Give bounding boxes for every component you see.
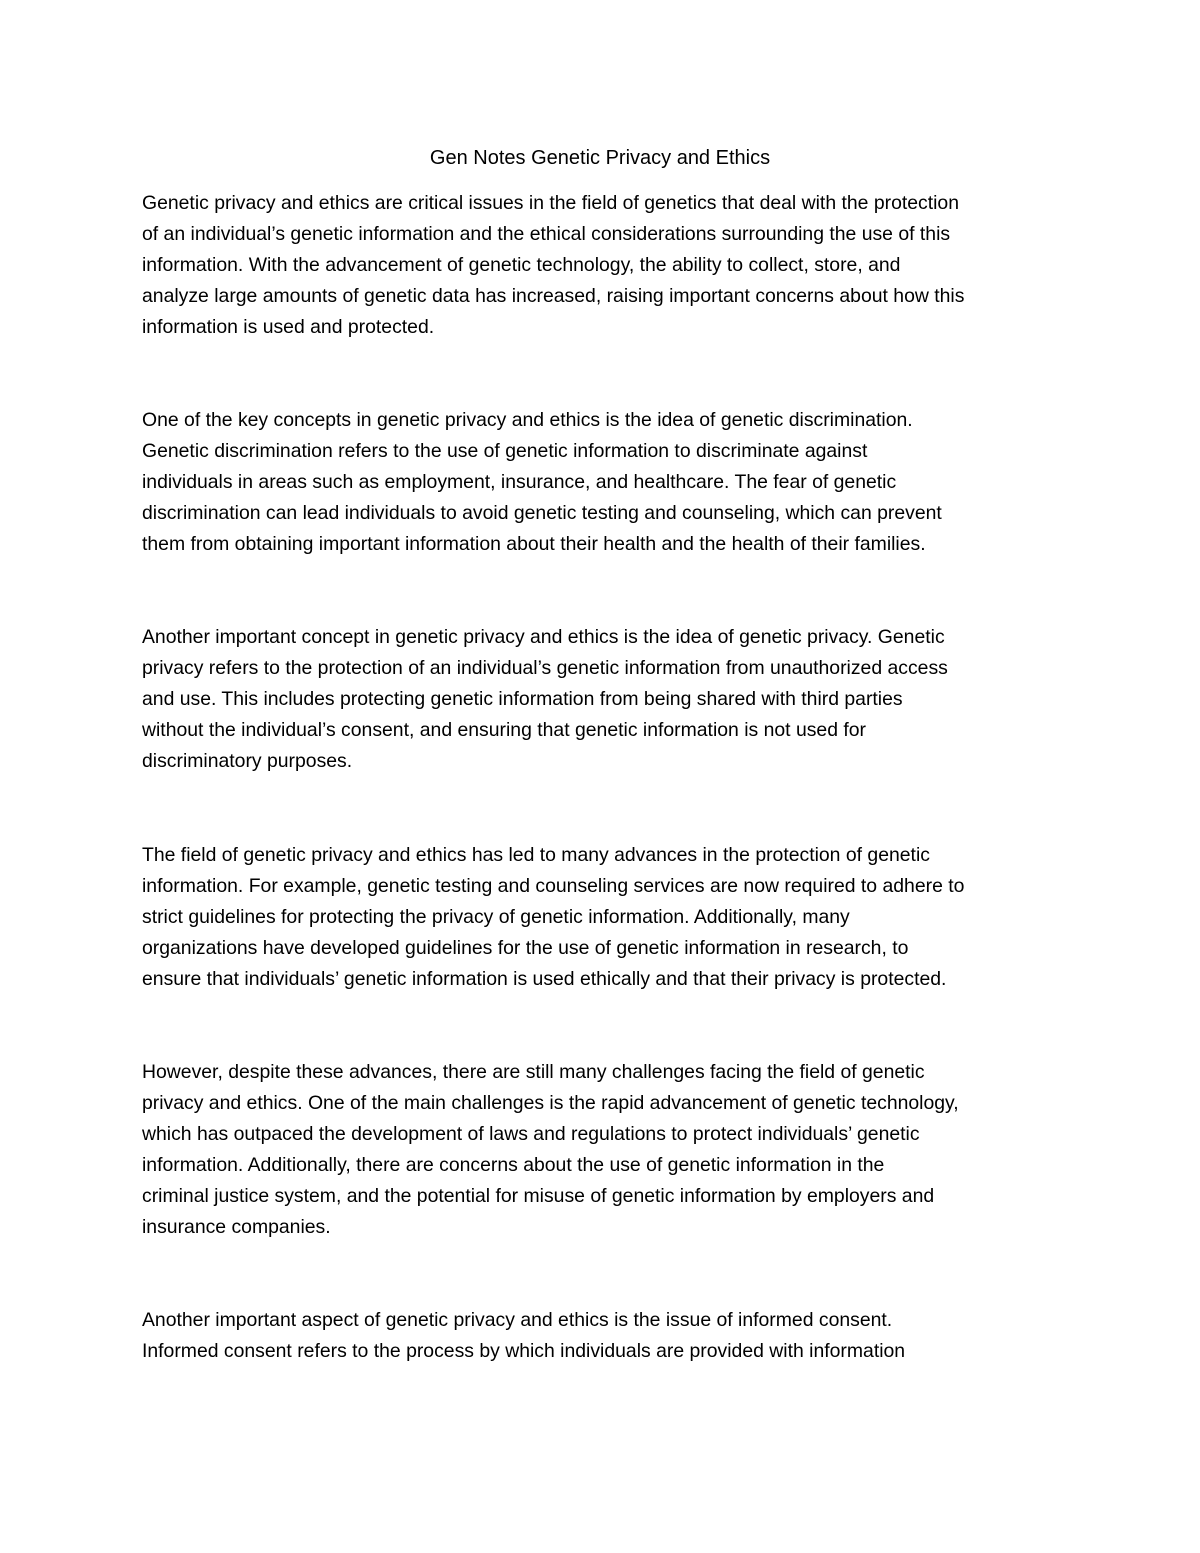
paragraph-5 (142, 1057, 1072, 1244)
paragraph-6 (142, 1305, 1072, 1367)
paragraph-line: privacy and ethics. One of the main challenges is the rapid advancement of genetic technology, (142, 1092, 959, 1115)
paragraph-line: information. Additionally, there are concerns about the use of genetic information in the (142, 1154, 885, 1177)
paragraph-3 (142, 622, 1072, 777)
paragraph-line: information is used and protected. (142, 316, 435, 339)
paragraph-line: One of the key concepts in genetic privacy and ethics is the idea of genetic discrimination. (142, 409, 913, 431)
paragraph-line: criminal justice system, and the potential for misuse of genetic information by employers and (142, 1185, 935, 1208)
paragraph-1 (142, 188, 1072, 343)
paragraph-2 (142, 405, 1072, 560)
paragraph-line: analyze large amounts of genetic data has increased, raising important concerns about how this (142, 285, 965, 308)
paragraph-line: information. For example, genetic testing and counseling services are now required to adhere to (142, 875, 965, 898)
paragraph-line: information. With the advancement of genetic technology, the ability to collect, store, and (142, 254, 901, 277)
paragraph-line: Informed consent refers to the process by which individuals are provided with information (142, 1340, 906, 1363)
paragraph-line: discriminatory purposes. (142, 750, 353, 773)
paragraph-line: The field of genetic privacy and ethics has led to many advances in the protection of genetic (142, 844, 930, 866)
paragraph-line: individuals in areas such as employment, insurance, and healthcare. The fear of genetic (142, 471, 897, 494)
paragraph-line: Another important aspect of genetic privacy and ethics is the issue of informed consent. (142, 1309, 893, 1331)
paragraph-line: privacy refers to the protection of an individual’s genetic information from unauthorized access (142, 657, 948, 680)
paragraph-line: However, despite these advances, there are still many challenges facing the field of genetic (142, 1061, 925, 1083)
paragraph-line: strict guidelines for protecting the privacy of genetic information. Additionally, many (142, 906, 850, 929)
paragraph-line: without the individual’s consent, and ensuring that genetic information is not used for (142, 719, 867, 742)
paragraph-line: insurance companies. (142, 1216, 331, 1239)
paragraph-4 (142, 840, 1072, 995)
paragraph-line: and use. This includes protecting genetic information from being shared with third parties (142, 688, 903, 711)
paragraph-line: which has outpaced the development of laws and regulations to protect individuals’ genetic (142, 1123, 920, 1146)
paragraph-line: them from obtaining important information about their health and the health of their families. (142, 533, 926, 556)
paragraph-line: of an individual’s genetic information and the ethical considerations surrounding the use of this (142, 223, 951, 246)
paragraph-line: ensure that individuals’ genetic information is used ethically and that their privacy is protected. (142, 968, 947, 991)
paragraph-line: Another important concept in genetic privacy and ethics is the idea of genetic privacy. Genetic (142, 626, 945, 648)
paragraph-line: Genetic privacy and ethics are critical issues in the field of genetics that deal with the protection (142, 192, 959, 214)
paragraph-line: Genetic discrimination refers to the use of genetic information to discriminate against (142, 440, 868, 463)
paragraph-line: discrimination can lead individuals to avoid genetic testing and counseling, which can prevent (142, 502, 942, 525)
paragraph-line: organizations have developed guidelines for the use of genetic information in research, to (142, 937, 909, 960)
document-title: Gen Notes Genetic Privacy and Ethics (429, 147, 771, 169)
